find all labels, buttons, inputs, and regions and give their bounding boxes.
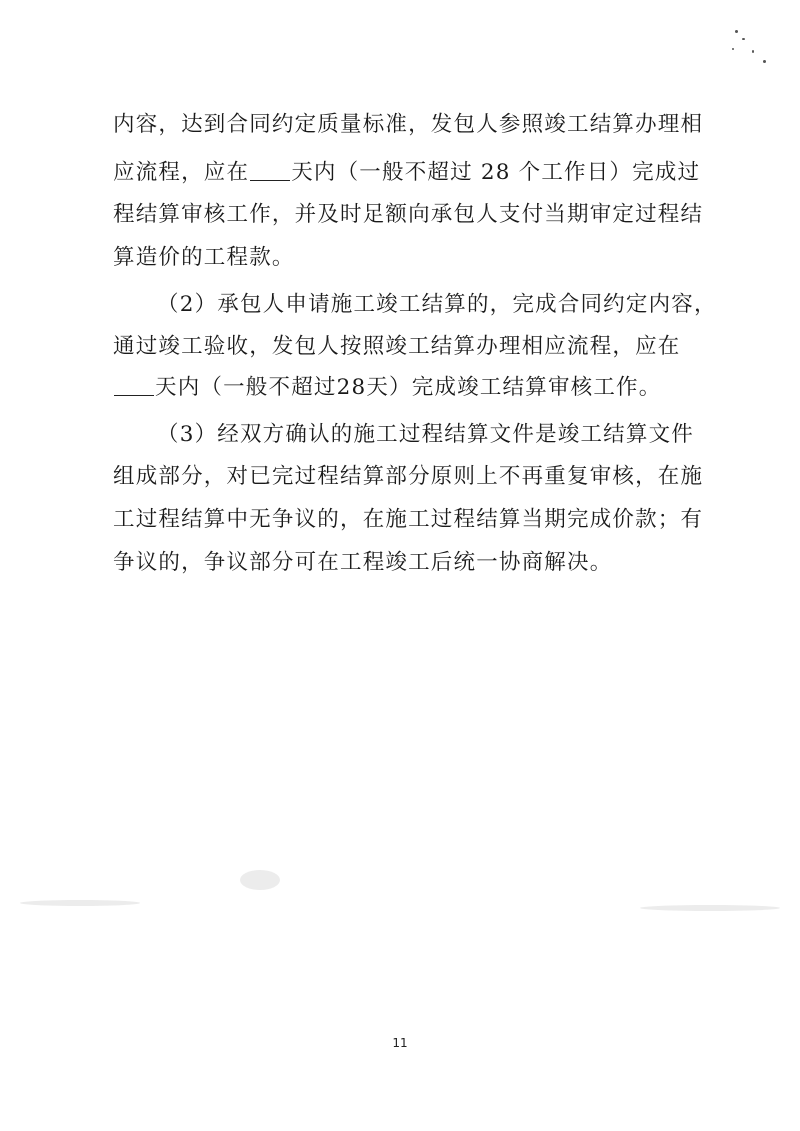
scan-speck [742, 38, 745, 40]
scan-speck [735, 30, 738, 33]
scan-smudge [240, 870, 280, 890]
paragraph-1-line-2 [113, 158, 701, 188]
paragraph-2-line-3 [113, 373, 693, 403]
line-7-after-blank: 天内（一般不超过28天）完成竣工结算审核工作。 [155, 375, 662, 400]
scan-speck [763, 60, 766, 63]
paragraph-3-line-1: （3）经双方确认的施工过程结算文件是竣工结算文件 [157, 422, 694, 447]
paragraph-2-line-2: 通过竣工验收，发包人按照竣工结算办理相应流程，应在 [113, 334, 681, 359]
fill-in-blank [250, 160, 290, 181]
paragraph-1-line-1: 内容，达到合同约定质量标准，发包人参照竣工结算办理相 [113, 112, 704, 137]
page-number: 11 [392, 1036, 408, 1050]
paragraph-3-line-4: 争议的，争议部分可在工程竣工后统一协商解决。 [113, 550, 613, 575]
scan-smudge [640, 905, 780, 911]
scan-speck [752, 50, 754, 53]
paragraph-1-line-3: 程结算审核工作，并及时足额向承包人支付当期审定过程结 [113, 202, 704, 227]
scan-smudge [20, 900, 140, 906]
line-2-before-blank: 应流程，应在 [113, 160, 250, 185]
scan-speck [732, 48, 734, 50]
paragraph-1-line-4: 算造价的工程款。 [113, 245, 295, 270]
paragraph-2-line-1: （2）承包人申请施工竣工结算的，完成合同约定内容， [157, 292, 717, 317]
paragraph-3-line-3: 工过程结算中无争议的，在施工过程结算当期完成价款；有 [113, 507, 704, 532]
fill-in-blank [114, 375, 154, 396]
line-2-after-blank: 天内（一般不超过 28 个工作日）完成过 [291, 160, 701, 185]
paragraph-3-line-2: 组成部分，对已完过程结算部分原则上不再重复审核，在施 [113, 464, 704, 489]
